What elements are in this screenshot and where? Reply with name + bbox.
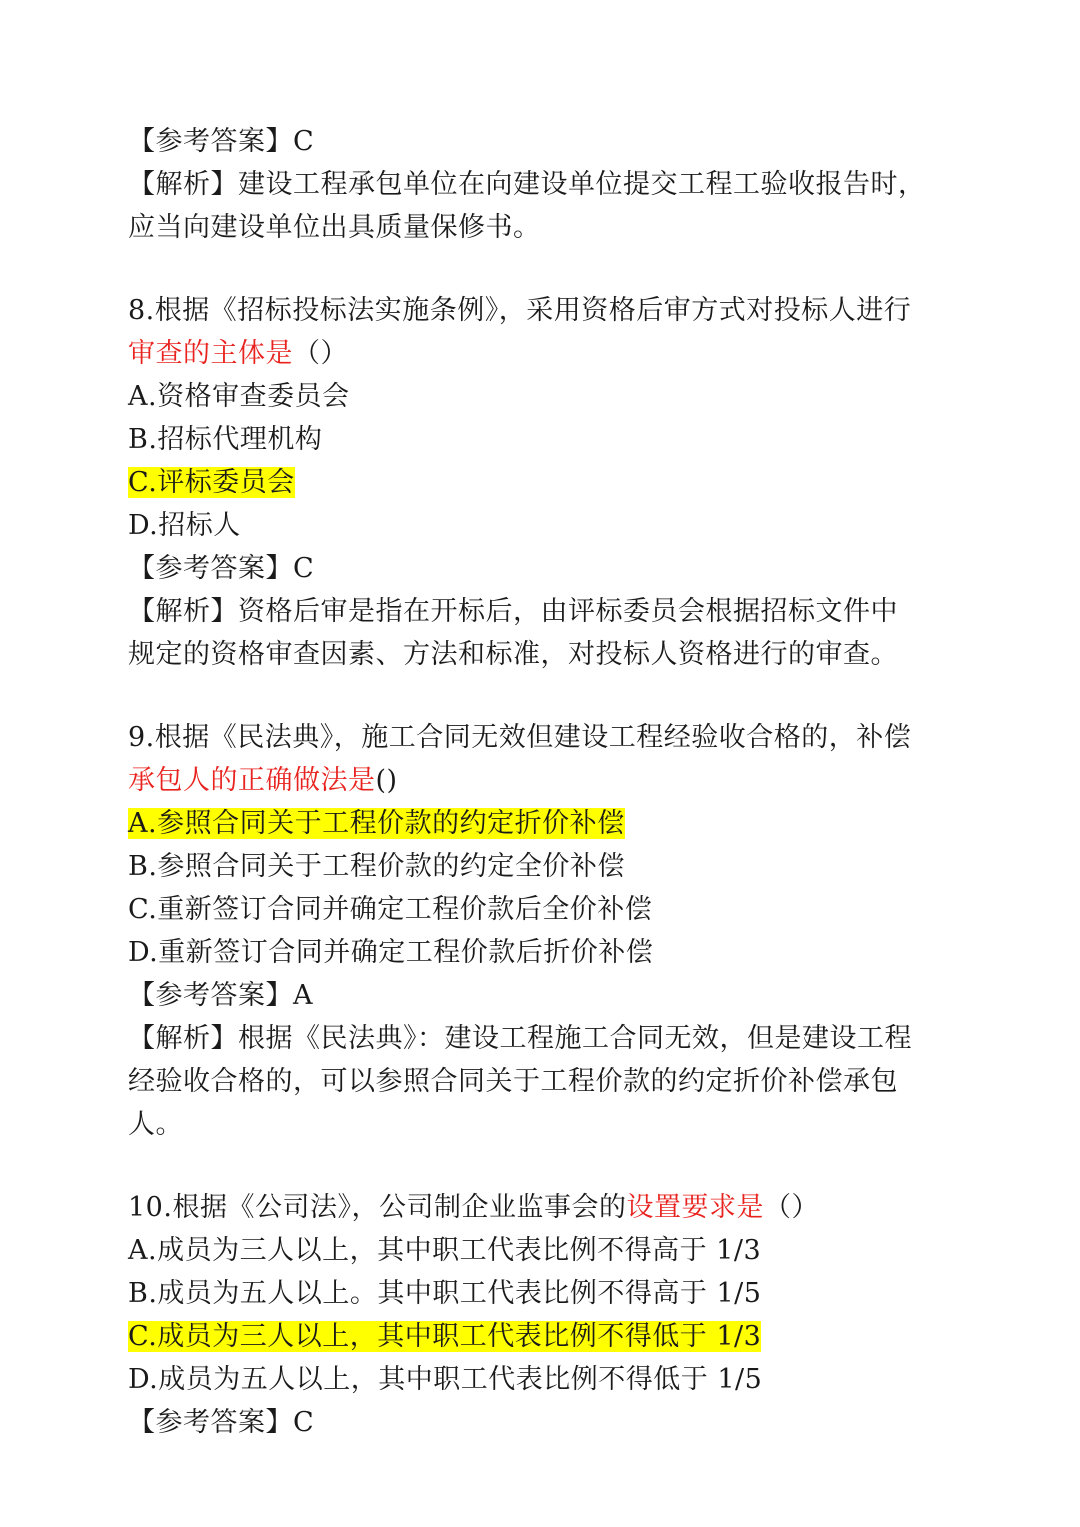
q9-bracket: (): [375, 765, 398, 796]
q8-option-c-highlight: C.评标委员会: [128, 467, 295, 498]
q8-stem-line-1: 8.根据《招标投标法实施条例》，采用资格后审方式对投标人进行: [128, 295, 912, 326]
q9-analysis-line-2: 经验收合格的，可以参照合同关于工程价款的约定折价补偿承包: [128, 1066, 898, 1097]
q10-option-d: D.成员为五人以上，其中职工代表比例不得低于 1/5: [128, 1364, 763, 1395]
q10-option-c-highlight: C.成员为三人以上，其中职工代表比例不得低于 1/3: [128, 1321, 762, 1352]
spacer: [128, 249, 958, 289]
q10-option-c: [128, 1315, 958, 1358]
q9-keyword: 承包人的正确做法是: [128, 765, 376, 796]
q8-analysis-line-1: 【解析】资格后审是指在开标后，由评标委员会根据招标文件中: [128, 596, 898, 627]
q8-analysis-line-2: 规定的资格审查因素、方法和标准，对投标人资格进行的审查。: [128, 639, 898, 670]
q10-stem: [128, 1186, 958, 1229]
spacer: [128, 676, 958, 716]
q9-analysis-line-1: 【解析】根据《民法典》：建设工程施工合同无效，但是建设工程: [128, 1023, 912, 1054]
q7-answer: 【参考答案】C: [128, 126, 315, 157]
q8-option-d: D.招标人: [128, 510, 241, 541]
q8-option-a: A.资格审查委员会: [128, 381, 350, 412]
q8-answer: 【参考答案】C: [128, 553, 315, 584]
q7-analysis-line-1: 【解析】建设工程承包单位在向建设单位提交工程工验收报告时，: [128, 169, 926, 200]
q9-option-a-highlight: A.参照合同关于工程价款的约定折价补偿: [128, 808, 625, 839]
q8-stem-line-2: [128, 332, 958, 375]
q9-option-d: D.重新签订合同并确定工程价款后折价补偿: [128, 937, 654, 968]
q9-option-a: [128, 802, 958, 845]
q10-answer: 【参考答案】C: [128, 1407, 315, 1438]
q9-stem-line-2: [128, 759, 958, 802]
spacer: [128, 1146, 958, 1186]
q8-option-c: [128, 461, 958, 504]
q9-option-c: C.重新签订合同并确定工程价款后全价补偿: [128, 894, 653, 925]
q8-keyword: 审查的主体是: [128, 338, 293, 369]
q10-bracket: （）: [763, 1192, 819, 1223]
q9-answer: 【参考答案】A: [128, 980, 313, 1011]
q10-option-a: A.成员为三人以上，其中职工代表比例不得高于 1/3: [128, 1235, 762, 1266]
q10-keyword: 设置要求是: [626, 1192, 764, 1223]
q8-option-b: B.招标代理机构: [128, 424, 323, 455]
q8-bracket: （）: [293, 338, 348, 369]
document-page: [128, 120, 958, 1444]
q9-stem-line-1: 9.根据《民法典》，施工合同无效但建设工程经验收合格的，补偿: [128, 722, 912, 753]
q10-option-b: B.成员为五人以上。其中职工代表比例不得高于 1/5: [128, 1278, 762, 1309]
q7-analysis-line-2: 应当向建设单位出具质量保修书。: [128, 212, 541, 243]
q9-option-b: B.参照合同关于工程价款的约定全价补偿: [128, 851, 625, 882]
q10-stem-head: 10.根据《公司法》，公司制企业监事会的: [128, 1192, 627, 1223]
q9-analysis-line-3: 人。: [128, 1109, 183, 1140]
